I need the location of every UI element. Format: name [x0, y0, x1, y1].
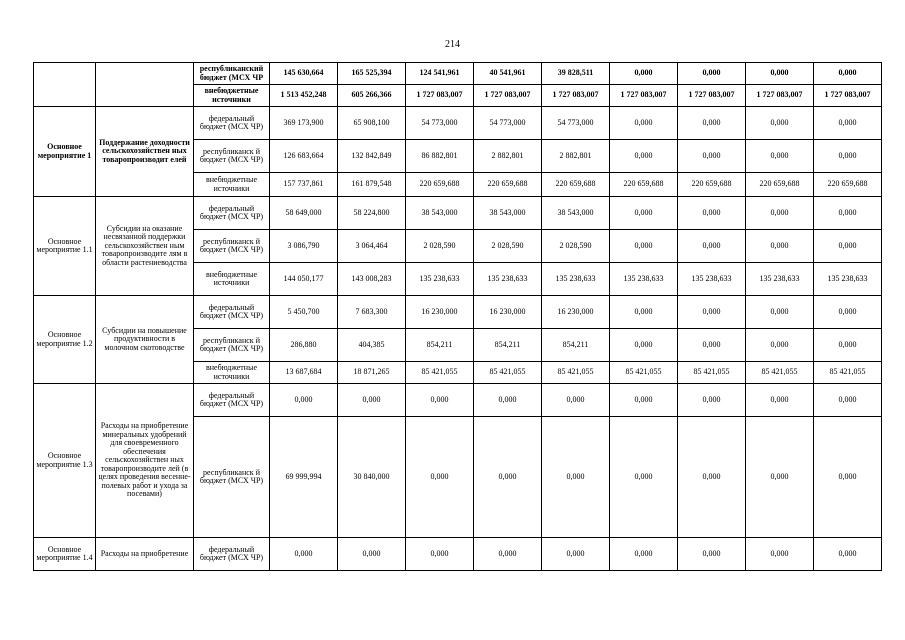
value-cell: 0,000	[678, 296, 746, 329]
value-cell: 0,000	[814, 538, 882, 571]
value-cell: 85 421,055	[406, 362, 474, 384]
value-cell: 0,000	[610, 140, 678, 173]
value-cell: 0,000	[678, 107, 746, 140]
value-cell: 85 421,055	[678, 362, 746, 384]
value-cell: 0,000	[746, 538, 814, 571]
source-cell: внебюджетные источники	[194, 85, 270, 107]
value-cell: 0,000	[406, 417, 474, 538]
value-cell: 220 659,688	[678, 173, 746, 197]
value-cell: 69 999,994	[270, 417, 338, 538]
value-cell: 38 543,000	[474, 197, 542, 230]
value-cell: 0,000	[678, 197, 746, 230]
table-row	[34, 384, 882, 417]
value-cell: 30 840,000	[338, 417, 406, 538]
value-cell: 85 421,055	[746, 362, 814, 384]
value-cell: 0,000	[678, 417, 746, 538]
value-cell: 0,000	[610, 384, 678, 417]
source-cell: внебюджетные источники	[194, 173, 270, 197]
value-cell: 85 421,055	[610, 362, 678, 384]
event-cell: Основное мероприятие 1.3	[34, 384, 96, 538]
value-cell: 0,000	[678, 384, 746, 417]
description-cell	[96, 63, 194, 107]
value-cell: 7 683,300	[338, 296, 406, 329]
event-cell: Основное мероприятие 1	[34, 107, 96, 197]
value-cell: 369 173,900	[270, 107, 338, 140]
value-cell: 0,000	[474, 417, 542, 538]
value-cell: 54 773,000	[406, 107, 474, 140]
value-cell: 157 737,861	[270, 173, 338, 197]
source-cell: федеральный бюджет (МСХ ЧР)	[194, 296, 270, 329]
value-cell: 85 421,055	[542, 362, 610, 384]
value-cell: 0,000	[474, 538, 542, 571]
value-cell: 0,000	[270, 384, 338, 417]
value-cell: 0,000	[814, 107, 882, 140]
source-cell: федеральный бюджет (МСХ ЧР)	[194, 538, 270, 571]
table-row	[34, 197, 882, 230]
value-cell: 0,000	[610, 296, 678, 329]
value-cell: 0,000	[814, 63, 882, 85]
value-cell: 54 773,000	[474, 107, 542, 140]
value-cell: 1 727 083,007	[406, 85, 474, 107]
value-cell: 854,211	[406, 329, 474, 362]
page-number: 214	[445, 39, 460, 50]
value-cell: 16 230,000	[406, 296, 474, 329]
value-cell: 132 842,849	[338, 140, 406, 173]
value-cell: 220 659,688	[610, 173, 678, 197]
value-cell: 38 543,000	[542, 197, 610, 230]
value-cell: 0,000	[542, 538, 610, 571]
value-cell: 3 086,790	[270, 230, 338, 263]
value-cell: 1 727 083,007	[814, 85, 882, 107]
value-cell: 0,000	[746, 107, 814, 140]
value-cell: 2 882,801	[542, 140, 610, 173]
event-cell: Основное мероприятие 1.4	[34, 538, 96, 571]
value-cell: 135 238,633	[542, 263, 610, 296]
value-cell: 404,385	[338, 329, 406, 362]
value-cell: 0,000	[814, 140, 882, 173]
value-cell: 161 879,548	[338, 173, 406, 197]
source-cell: федеральный бюджет (МСХ ЧР)	[194, 107, 270, 140]
value-cell: 1 727 083,007	[610, 85, 678, 107]
value-cell: 13 687,684	[270, 362, 338, 384]
source-cell: республиканск й бюджет (МСХ ЧР)	[194, 417, 270, 538]
value-cell: 0,000	[610, 230, 678, 263]
description-cell: Субсидии на оказание несвязанной поддержки сельскохозяйствен ным товаропроизводите лям в области растениеводства	[96, 197, 194, 296]
value-cell: 0,000	[814, 230, 882, 263]
value-cell: 0,000	[610, 107, 678, 140]
value-cell: 16 230,000	[474, 296, 542, 329]
value-cell: 854,211	[474, 329, 542, 362]
value-cell: 0,000	[610, 63, 678, 85]
value-cell: 220 659,688	[746, 173, 814, 197]
value-cell: 0,000	[814, 417, 882, 538]
value-cell: 854,211	[542, 329, 610, 362]
description-cell: Расходы на приобретение	[96, 538, 194, 571]
value-cell: 38 543,000	[406, 197, 474, 230]
value-cell: 0,000	[610, 197, 678, 230]
value-cell: 0,000	[678, 329, 746, 362]
source-cell: внебюджетные источники	[194, 362, 270, 384]
value-cell: 0,000	[406, 538, 474, 571]
value-cell: 605 266,366	[338, 85, 406, 107]
value-cell: 135 238,633	[610, 263, 678, 296]
source-cell: республиканск й бюджет (МСХ ЧР)	[194, 230, 270, 263]
table-row	[34, 107, 882, 140]
value-cell: 0,000	[338, 384, 406, 417]
description-cell: Субсидии на повышение продуктивности в молочном скотоводстве	[96, 296, 194, 384]
table-row	[34, 63, 882, 85]
event-cell: Основное мероприятие 1.1	[34, 197, 96, 296]
value-cell: 85 421,055	[814, 362, 882, 384]
value-cell: 0,000	[746, 296, 814, 329]
value-cell: 0,000	[814, 329, 882, 362]
event-cell	[34, 63, 96, 107]
value-cell: 5 450,700	[270, 296, 338, 329]
value-cell: 85 421,055	[474, 362, 542, 384]
table-row	[34, 296, 882, 329]
value-cell: 0,000	[270, 538, 338, 571]
value-cell: 144 050,177	[270, 263, 338, 296]
value-cell: 145 630,664	[270, 63, 338, 85]
event-cell: Основное мероприятие 1.2	[34, 296, 96, 384]
value-cell: 1 727 083,007	[746, 85, 814, 107]
description-cell: Поддержание доходности сельскохозяйствен ных товаропроизводит елей	[96, 107, 194, 197]
value-cell: 2 028,590	[474, 230, 542, 263]
value-cell: 0,000	[746, 417, 814, 538]
value-cell: 0,000	[746, 384, 814, 417]
value-cell: 86 882,801	[406, 140, 474, 173]
value-cell: 135 238,633	[678, 263, 746, 296]
value-cell: 3 064,464	[338, 230, 406, 263]
value-cell: 1 727 083,007	[474, 85, 542, 107]
value-cell: 0,000	[678, 538, 746, 571]
table-row	[34, 538, 882, 571]
source-cell: республиканский бюджет (МСХ ЧР	[194, 63, 270, 85]
value-cell: 40 541,961	[474, 63, 542, 85]
value-cell: 220 659,688	[474, 173, 542, 197]
value-cell: 0,000	[610, 417, 678, 538]
value-cell: 0,000	[542, 384, 610, 417]
value-cell: 286,880	[270, 329, 338, 362]
value-cell: 54 773,000	[542, 107, 610, 140]
source-cell: федеральный бюджет (МСХ ЧР)	[194, 384, 270, 417]
value-cell: 0,000	[610, 329, 678, 362]
source-cell: федеральный бюджет (МСХ ЧР)	[194, 197, 270, 230]
value-cell: 0,000	[746, 230, 814, 263]
value-cell: 135 238,633	[814, 263, 882, 296]
value-cell: 0,000	[542, 417, 610, 538]
value-cell: 135 238,633	[746, 263, 814, 296]
value-cell: 1 513 452,248	[270, 85, 338, 107]
value-cell: 220 659,688	[406, 173, 474, 197]
value-cell: 0,000	[678, 140, 746, 173]
value-cell: 135 238,633	[406, 263, 474, 296]
value-cell: 126 683,664	[270, 140, 338, 173]
value-cell: 2 882,801	[474, 140, 542, 173]
value-cell: 0,000	[746, 63, 814, 85]
value-cell: 0,000	[610, 538, 678, 571]
value-cell: 135 238,633	[474, 263, 542, 296]
value-cell: 143 008,283	[338, 263, 406, 296]
description-cell: Расходы на приобретение минеральных удобрений для своевременного обеспечения сельскохозяйствен ных товаропроизводите лей (в целях проведения весенне-полевых работ и ухода за посевами)	[96, 384, 194, 538]
value-cell: 0,000	[814, 197, 882, 230]
value-cell: 58 224,800	[338, 197, 406, 230]
value-cell: 18 871,265	[338, 362, 406, 384]
value-cell: 0,000	[678, 230, 746, 263]
value-cell: 65 908,100	[338, 107, 406, 140]
budget-table	[33, 62, 882, 571]
value-cell: 1 727 083,007	[678, 85, 746, 107]
value-cell: 58 649,000	[270, 197, 338, 230]
value-cell: 220 659,688	[542, 173, 610, 197]
value-cell: 0,000	[814, 296, 882, 329]
value-cell: 0,000	[746, 197, 814, 230]
value-cell: 220 659,688	[814, 173, 882, 197]
value-cell: 16 230,000	[542, 296, 610, 329]
value-cell: 0,000	[814, 384, 882, 417]
source-cell: республиканск й бюджет (МСХ ЧР)	[194, 140, 270, 173]
value-cell: 2 028,590	[542, 230, 610, 263]
value-cell: 165 525,394	[338, 63, 406, 85]
value-cell: 0,000	[406, 384, 474, 417]
source-cell: республиканск й бюджет (МСХ ЧР)	[194, 329, 270, 362]
value-cell: 1 727 083,007	[542, 85, 610, 107]
value-cell: 2 028,590	[406, 230, 474, 263]
value-cell: 0,000	[746, 140, 814, 173]
value-cell: 39 828,511	[542, 63, 610, 85]
value-cell: 0,000	[474, 384, 542, 417]
value-cell: 0,000	[338, 538, 406, 571]
value-cell: 0,000	[678, 63, 746, 85]
value-cell: 0,000	[746, 329, 814, 362]
source-cell: внебюджетные источники	[194, 263, 270, 296]
value-cell: 124 541,961	[406, 63, 474, 85]
